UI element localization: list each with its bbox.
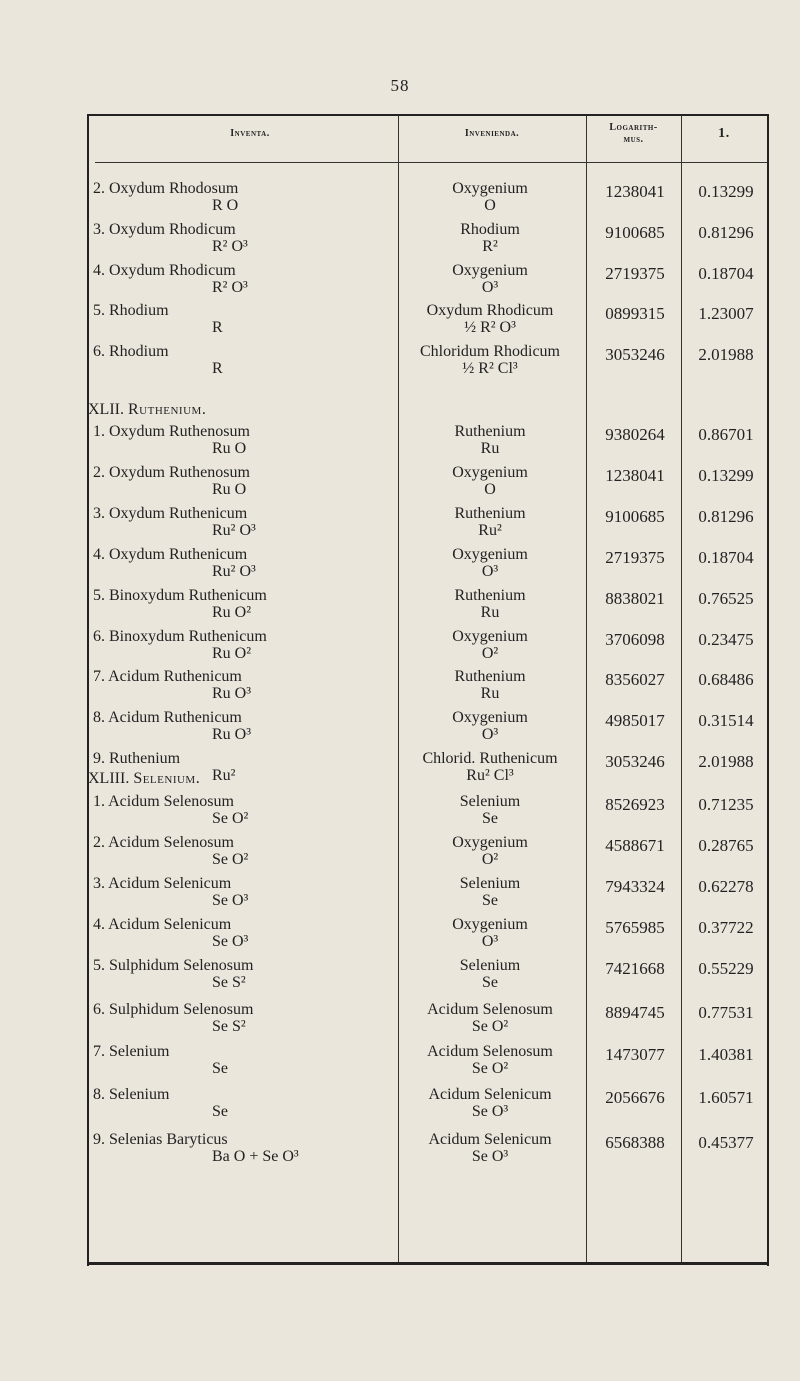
inventa-formula: Ba O + Se O³ [212,1148,299,1165]
factor-value: 0.13299 [698,182,754,201]
invenienda-formula: O³ [481,726,499,743]
factor-value: 0.23475 [698,630,754,649]
table-row [0,668,800,710]
invenienda-name: Acidum Selenosum [427,1001,553,1018]
inventa-name: 2. Oxydum Rhodosum [93,180,239,197]
invenienda-name: Oxygenium [452,464,528,481]
inventa-name: 4. Oxydum Ruthenicum [93,546,248,563]
inventa-name: 5. Rhodium [93,302,169,319]
factor-value: 0.71235 [698,795,754,814]
factor-value: 0.86701 [698,425,754,444]
invenienda-name: Ruthenium [454,423,526,440]
invenienda-name: Acidum Selenosum [427,1043,553,1060]
invenienda-formula: Ru [480,685,500,702]
inventa-formula: R [212,360,223,377]
inventa-formula: Ru² O³ [212,563,256,580]
inventa-name: 9. Ruthenium [93,750,181,767]
logarithm-value: 3706098 [605,630,665,649]
table-row [0,180,800,222]
factor-value: 0.62278 [698,877,754,896]
logarithm-value: 4985017 [605,711,665,730]
table-row [0,302,800,344]
logarithm-value: 8356027 [605,670,665,689]
inventa-name: 4. Acidum Selenicum [93,916,232,933]
invenienda-name: Rhodium [460,221,520,238]
inventa-formula: Ru O³ [212,726,252,743]
inventa-formula: R² O³ [212,238,248,255]
table-row [0,221,800,263]
factor-value: 0.68486 [698,670,754,689]
invenienda-formula: ½ R² Cl³ [462,360,518,377]
factor-value: 0.55229 [698,959,754,978]
invenienda-formula: Se [482,892,498,909]
logarithm-value: 2719375 [605,548,665,567]
inventa-formula: Ru O² [212,604,252,621]
inventa-formula: Ru² [212,767,236,784]
invenienda-name: Selenium [459,793,521,810]
invenienda-name: Oxygenium [452,916,528,933]
factor-value: 0.81296 [698,507,754,526]
inventa-formula: Se O² [212,851,249,868]
invenienda-formula: O [484,197,496,214]
inventa-name: 4. Oxydum Rhodicum [93,262,236,279]
inventa-name: 8. Acidum Ruthenicum [93,709,242,726]
table-row [0,1131,800,1173]
table-row [0,916,800,958]
invenienda-name: Ruthenium [454,505,526,522]
factor-value: 0.13299 [698,466,754,485]
logarithm-value: 7943324 [605,877,665,896]
inventa-name: 6. Rhodium [93,343,169,360]
invenienda-name: Oxygenium [452,628,528,645]
logarithm-value: 3053246 [605,752,665,771]
factor-value: 0.18704 [698,548,754,567]
logarithm-value: 8526923 [605,795,665,814]
invenienda-formula: O³ [481,563,499,580]
logarithm-value: 9100685 [605,223,665,242]
header-invenienda: Invenienda. [464,128,520,139]
table-row [0,464,800,506]
table-row [0,875,800,917]
inventa-name: 6. Sulphidum Selenosum [93,1001,254,1018]
logarithm-value: 1238041 [605,182,665,201]
logarithm-value: 4588671 [605,836,665,855]
invenienda-formula: Ru² [478,522,502,539]
table-row [0,1001,800,1043]
invenienda-formula: O³ [481,933,499,950]
inventa-formula: Se O³ [212,933,249,950]
invenienda-name: Ruthenium [454,668,526,685]
logarithm-value: 2056676 [605,1088,665,1107]
invenienda-name: Selenium [459,957,521,974]
inventa-formula: R [212,319,223,336]
inventa-formula: Se O³ [212,892,249,909]
inventa-formula: Ru² O³ [212,522,256,539]
inventa-name: 8. Selenium [93,1086,170,1103]
inventa-formula: Se S² [212,1018,246,1035]
logarithm-value: 0899315 [605,304,665,323]
inventa-name: 6. Binoxydum Ruthenicum [93,628,267,645]
table-row [0,750,800,792]
table-row [0,628,800,670]
logarithm-value: 6568388 [605,1133,665,1152]
logarithm-value: 2719375 [605,264,665,283]
table-row [0,546,800,588]
inventa-name: 1. Oxydum Ruthenosum [93,423,250,440]
logarithm-value: 1238041 [605,466,665,485]
table-row [0,709,800,751]
factor-value: 1.60571 [698,1088,754,1107]
invenienda-formula: Se [482,810,498,827]
invenienda-name: Acidum Selenicum [428,1131,552,1148]
invenienda-formula: Se O³ [471,1103,509,1120]
invenienda-formula: Ru² Cl³ [466,767,514,784]
invenienda-name: Chloridum Rhodicum [420,343,560,360]
factor-value: 2.01988 [698,345,754,364]
inventa-name: 9. Selenias Baryticus [93,1131,228,1148]
inventa-formula: Ru O [212,440,247,457]
inventa-formula: Ru O² [212,645,252,662]
inventa-name: 3. Oxydum Ruthenicum [93,505,248,522]
invenienda-formula: ½ R² O³ [464,319,516,336]
logarithm-value: 3053246 [605,345,665,364]
page-number: 58 [390,76,410,95]
invenienda-formula: Se O² [471,1060,509,1077]
invenienda-formula: O² [481,851,499,868]
invenienda-name: Ruthenium [454,587,526,604]
factor-value: 0.18704 [698,264,754,283]
invenienda-formula: Ru [480,604,500,621]
invenienda-formula: Ru [480,440,500,457]
inventa-name: 5. Sulphidum Selenosum [93,957,254,974]
factor-value: 0.31514 [698,711,754,730]
table-row [0,262,800,304]
table-row [0,834,800,876]
inventa-name: 3. Oxydum Rhodicum [93,221,236,238]
section-title-ruthenium: XLII. Ruthenium. [88,401,207,418]
factor-value: 0.37722 [698,918,754,937]
inventa-name: 2. Oxydum Ruthenosum [93,464,250,481]
inventa-formula: Ru O [212,481,247,498]
inventa-formula: Ru O³ [212,685,252,702]
factor-value: 1.23007 [698,304,754,323]
logarithm-value: 8894745 [605,1003,665,1022]
header-logarithmus: Logarith- mus. [609,122,658,145]
table-row [0,343,800,385]
factor-value: 0.81296 [698,223,754,242]
logarithm-value: 9380264 [605,425,665,444]
invenienda-formula: Se [482,974,498,991]
table-row [0,1086,800,1128]
invenienda-name: Oxygenium [452,709,528,726]
factor-value: 1.40381 [698,1045,754,1064]
invenienda-name: Chlorid. Ruthenicum [422,750,558,767]
invenienda-name: Selenium [459,875,521,892]
inventa-formula: Se [212,1060,228,1077]
inventa-formula: Se O² [212,810,249,827]
table-row [0,957,800,999]
invenienda-name: Oxygenium [452,834,528,851]
header-value: 1. [718,126,730,141]
inventa-formula: R O [212,197,239,214]
table-row [0,423,800,465]
logarithm-value: 9100685 [605,507,665,526]
factor-value: 2.01988 [698,752,754,771]
inventa-name: 1. Acidum Selenosum [93,793,234,810]
inventa-name: 2. Acidum Selenosum [93,834,234,851]
inventa-name: 5. Binoxydum Ruthenicum [93,587,267,604]
inventa-formula: Se S² [212,974,246,991]
inventa-formula: R² O³ [212,279,248,296]
invenienda-formula: R² [482,238,498,255]
inventa-name: 7. Acidum Ruthenicum [93,668,242,685]
factor-value: 0.77531 [698,1003,754,1022]
invenienda-name: Oxygenium [452,546,528,563]
invenienda-formula: Se O² [471,1018,509,1035]
invenienda-name: Oxygenium [452,262,528,279]
logarithm-value: 5765985 [605,918,665,937]
section-title-selenium: XLIII. Selenium. [88,770,201,787]
invenienda-name: Oxydum Rhodicum [426,302,554,319]
inventa-name: 7. Selenium [93,1043,170,1060]
factor-value: 0.76525 [698,589,754,608]
invenienda-formula: O³ [481,279,499,296]
table-row [0,505,800,547]
logarithm-value: 1473077 [605,1045,665,1064]
invenienda-name: Oxygenium [452,180,528,197]
factor-value: 0.28765 [698,836,754,855]
factor-value: 0.45377 [698,1133,754,1152]
table-row [0,793,800,835]
logarithm-value: 7421668 [605,959,665,978]
invenienda-formula: O [484,481,496,498]
table-row [0,1043,800,1085]
header-inventa: Inventa. [230,128,270,139]
table-row [0,587,800,629]
invenienda-formula: Se O³ [471,1148,509,1165]
invenienda-name: Acidum Selenicum [428,1086,552,1103]
inventa-formula: Se [212,1103,228,1120]
logarithm-value: 8838021 [605,589,665,608]
invenienda-formula: O² [481,645,499,662]
inventa-name: 3. Acidum Selenicum [93,875,232,892]
